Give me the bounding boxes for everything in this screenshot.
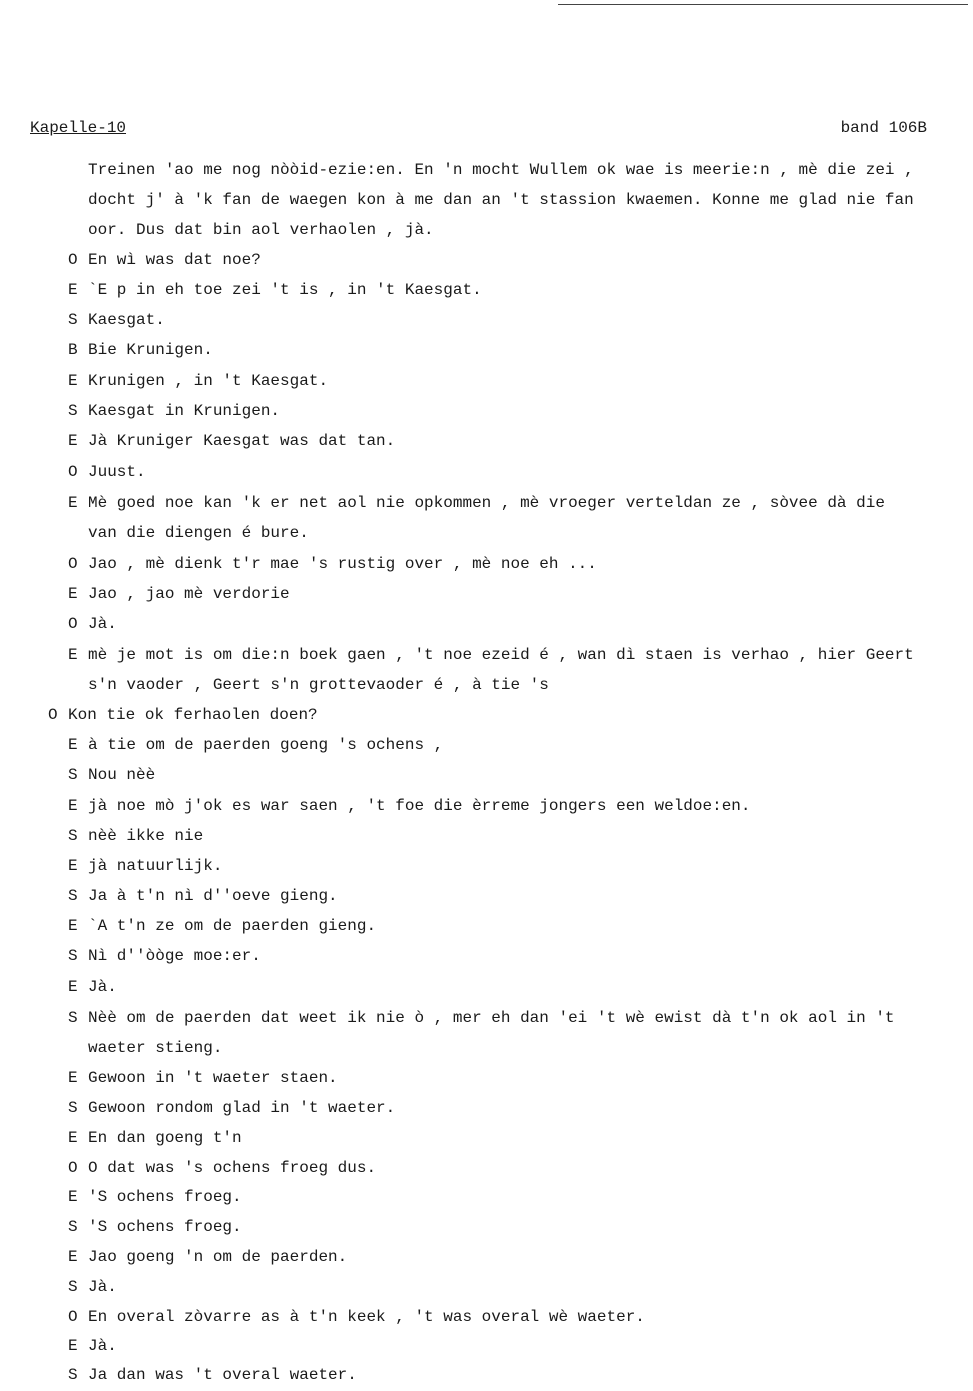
transcript-line <box>68 1247 347 1267</box>
utterance-text: Mè goed noe kan 'k er net aol nie opkommen , mè vroeger verteldan ze , sòvee dà die <box>88 494 885 512</box>
transcript-line <box>88 675 549 695</box>
utterance-text: `E p in eh toe zei 't is , in 't Kaesgat. <box>88 281 482 299</box>
speaker-label: E <box>68 1069 78 1087</box>
transcript-line <box>68 645 914 665</box>
speaker-label: O <box>68 1159 78 1177</box>
transcript-line <box>68 1187 242 1207</box>
utterance-text: Krunigen , in 't Kaesgat. <box>88 372 329 390</box>
utterance-text: Jà. <box>88 978 117 996</box>
utterance-text: En wì was dat noe? <box>88 251 261 269</box>
transcript-line <box>68 735 443 755</box>
utterance-text: Jao goeng 'n om de paerden. <box>88 1248 348 1266</box>
utterance-text: 'S ochens froeg. <box>88 1218 242 1236</box>
band-label: band 106B <box>840 119 927 137</box>
speaker-label: E <box>68 585 78 603</box>
transcript-line <box>68 886 338 906</box>
utterance-text: Treinen 'ao me nog nòòid-ezie:en. En 'n mocht Wullem ok wae is meerie:n , mè die zei , <box>88 161 914 179</box>
speaker-label: E <box>68 857 78 875</box>
transcript-line <box>68 916 376 936</box>
utterance-text: Ja à t'n nì d''oeve gieng. <box>88 887 338 905</box>
utterance-text: 'S ochens froeg. <box>88 1188 242 1206</box>
transcript-line <box>48 705 318 725</box>
utterance-text: Nèè om de paerden dat weet ik nie ò , mer eh dan 'ei 't wè ewist dà t'n ok aol in 't <box>88 1009 895 1027</box>
transcript-line <box>88 190 914 210</box>
transcript-line <box>68 462 146 482</box>
speaker-label: S <box>68 1366 78 1384</box>
utterance-text: En overal zòvarre as à t'n keek , 't was overal wè waeter. <box>88 1308 645 1326</box>
utterance-text: Gewoon rondom glad in 't waeter. <box>88 1099 396 1117</box>
utterance-text: `A t'n ze om de paerden gieng. <box>88 917 377 935</box>
transcript-line <box>68 340 213 360</box>
utterance-text: jà noe mò j'ok es war saen , 't foe die èrreme jongers een weldoe:en. <box>88 797 751 815</box>
transcript-line <box>68 371 328 391</box>
speaker-label: S <box>68 827 78 845</box>
utterance-text: Ja dan was 't overal waeter. <box>88 1366 357 1384</box>
transcript-line <box>68 614 117 634</box>
utterance-text: à tie om de paerden goeng 's ochens , <box>88 736 444 754</box>
transcript-line <box>68 1277 117 1297</box>
transcript-line <box>68 1365 357 1385</box>
utterance-text: mè je mot is om die:n boek gaen , 't noe ezeid é , wan dì staen is verhao , hier Geert <box>88 646 914 664</box>
utterance-text: Kon tie ok ferhaolen doen? <box>68 706 318 724</box>
transcript-line <box>68 493 885 513</box>
utterance-text: Juust. <box>88 463 146 481</box>
utterance-text: s'n vaoder , Geert s'n grottevaoder é , à tie 's <box>88 676 549 694</box>
transcript-line <box>68 1098 395 1118</box>
utterance-text: Bie Krunigen. <box>88 341 213 359</box>
speaker-label: S <box>68 311 78 329</box>
utterance-text: Jao , mè dienk t'r mae 's rustig over , mè noe eh ... <box>88 555 597 573</box>
speaker-label: E <box>68 281 78 299</box>
utterance-text: docht j' à 'k fan de waegen kon à me dan an 't stassion kwaemen. Konne me glad nie fan <box>88 191 914 209</box>
transcript-line <box>68 431 395 451</box>
speaker-label: S <box>68 887 78 905</box>
transcript-line <box>68 280 482 300</box>
transcript-line <box>88 220 434 240</box>
speaker-label: O <box>68 463 78 481</box>
transcript-line <box>68 946 261 966</box>
transcript-line <box>68 856 222 876</box>
transcript-line <box>68 1158 376 1178</box>
utterance-text: Jao , jao mè verdorie <box>88 585 290 603</box>
speaker-label: E <box>68 372 78 390</box>
transcript-line <box>88 160 914 180</box>
speaker-label: S <box>68 947 78 965</box>
utterance-text: Jà. <box>88 615 117 633</box>
utterance-text: O dat was 's ochens froeg dus. <box>88 1159 377 1177</box>
utterance-text: jà natuurlijk. <box>88 857 223 875</box>
transcript-line <box>68 826 203 846</box>
utterance-text: Jà Kruniger Kaesgat was dat tan. <box>88 432 396 450</box>
utterance-text: Jà. <box>88 1337 117 1355</box>
speaker-label: E <box>68 1129 78 1147</box>
utterance-text: Gewoon in 't waeter staen. <box>88 1069 338 1087</box>
transcript-line <box>68 584 290 604</box>
utterance-text: van die diengen é bure. <box>88 524 309 542</box>
transcript-line <box>68 310 165 330</box>
location-label: Kapelle-10 <box>30 119 127 137</box>
utterance-text: waeter stieng. <box>88 1039 223 1057</box>
transcript-line <box>68 765 155 785</box>
speaker-label: O <box>68 555 78 573</box>
utterance-text: En dan goeng t'n <box>88 1129 242 1147</box>
utterance-text: oor. Dus dat bin aol verhaolen , jà. <box>88 221 434 239</box>
utterance-text: Nì d''òòge moe:er. <box>88 947 261 965</box>
utterance-text: Kaesgat. <box>88 311 165 329</box>
speaker-label: E <box>68 797 78 815</box>
transcript-line <box>68 1128 242 1148</box>
speaker-label: E <box>68 432 78 450</box>
speaker-label: S <box>68 402 78 420</box>
transcript-line <box>68 1008 895 1028</box>
transcript-line <box>68 250 261 270</box>
utterance-text: Nou nèè <box>88 766 156 784</box>
speaker-label: E <box>68 1248 78 1266</box>
speaker-label: E <box>68 917 78 935</box>
speaker-label: O <box>68 615 78 633</box>
speaker-label: S <box>68 1278 78 1296</box>
transcript-line <box>88 1038 222 1058</box>
speaker-label: E <box>68 1188 78 1206</box>
transcript-line <box>68 401 280 421</box>
transcript-line <box>68 1217 242 1237</box>
speaker-label: O <box>68 251 78 269</box>
speaker-label: E <box>68 494 78 512</box>
speaker-label: S <box>68 1099 78 1117</box>
speaker-label: E <box>68 978 78 996</box>
speaker-label: S <box>68 766 78 784</box>
speaker-label: E <box>68 646 78 664</box>
speaker-label: E <box>68 1337 78 1355</box>
utterance-text: Kaesgat in Krunigen. <box>88 402 281 420</box>
speaker-label: S <box>68 1009 78 1027</box>
transcript-line <box>68 1068 338 1088</box>
transcript-line <box>68 796 751 816</box>
speaker-label: E <box>68 736 78 754</box>
speaker-label: O <box>48 706 58 724</box>
transcript-line <box>68 1336 117 1356</box>
speaker-label: B <box>68 341 78 359</box>
utterance-text: nèè ikke nie <box>88 827 204 845</box>
speaker-label: S <box>68 1218 78 1236</box>
transcript-line <box>68 554 597 574</box>
transcript-line <box>68 1307 645 1327</box>
speaker-label: O <box>68 1308 78 1326</box>
transcript-line <box>68 977 117 997</box>
transcript-line <box>88 523 309 543</box>
utterance-text: Jà. <box>88 1278 117 1296</box>
